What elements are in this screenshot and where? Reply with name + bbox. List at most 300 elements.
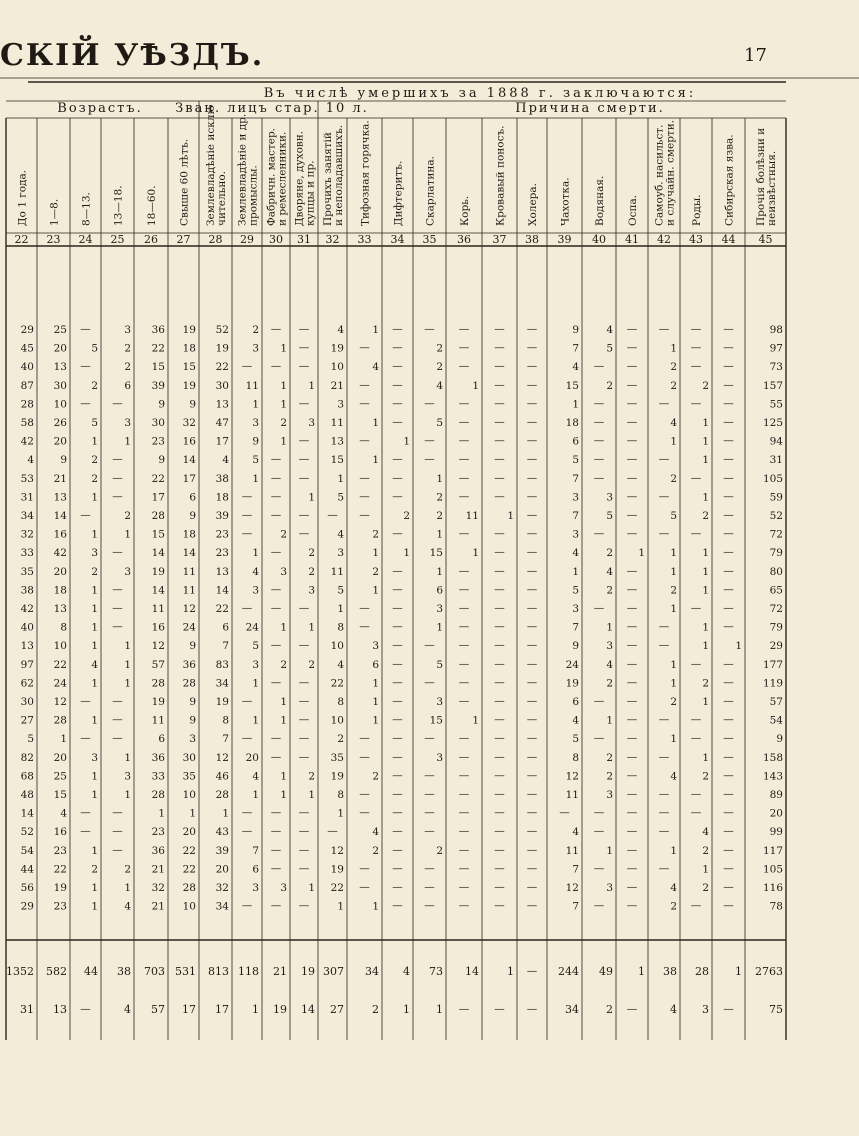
cell-dash: — — [392, 713, 403, 726]
cell-value: 16 — [53, 826, 67, 839]
cell-dash: — — [494, 416, 505, 428]
cell-value: 5 — [252, 454, 259, 467]
cell-dash: — — [298, 732, 310, 745]
cell-dash: — — [270, 843, 282, 856]
cell-value: 1 — [91, 603, 98, 615]
column-header-45-line2: неизвѣстныя. — [766, 150, 778, 226]
cell-value: 16 — [182, 435, 196, 448]
cell-value: 30 — [53, 379, 67, 392]
cell-dash: — — [298, 341, 310, 354]
cell-dash: — — [626, 602, 638, 614]
cell-dash: — — [494, 769, 505, 782]
cell-dash: — — [593, 602, 605, 614]
cell-value: 78 — [769, 900, 783, 913]
cell-value: 1 — [91, 714, 98, 727]
cell-value: 3 — [436, 751, 443, 764]
cell-value: 57 — [151, 658, 165, 671]
cell-dash: — — [658, 750, 670, 763]
cell-value: 40 — [20, 621, 34, 634]
cell-dash: — — [298, 676, 310, 689]
cell-value: 1 — [91, 844, 98, 857]
cell-dash: — — [626, 843, 638, 856]
cell-value: 5 — [572, 733, 579, 746]
cell-dash: — — [723, 397, 734, 410]
cell-dash: — — [359, 788, 370, 800]
column-number-35: 35 — [422, 233, 437, 246]
cell-value: 2 — [670, 379, 677, 392]
cell-value: 11 — [330, 565, 344, 578]
cell-value: 10 — [182, 789, 196, 801]
cell-dash: — — [80, 509, 91, 521]
cell-value: 5 — [91, 342, 98, 355]
cell-dash: — — [526, 602, 538, 614]
cell-value: 157 — [762, 379, 783, 392]
cell-value: 3 — [308, 584, 315, 597]
cell-dash: — — [424, 639, 435, 652]
cell-value: 3 — [337, 398, 344, 411]
column-number-33: 33 — [357, 233, 372, 246]
cell-value: 21 — [330, 379, 344, 392]
cell-dash: — — [112, 602, 123, 614]
cell-dash: — — [626, 639, 638, 652]
cell-dash: — — [112, 695, 123, 707]
cell-dash: — — [458, 341, 470, 354]
cell-value: 143 — [762, 770, 783, 783]
cell-value: 23 — [151, 826, 165, 839]
cell-dash: — — [80, 323, 91, 335]
cell-value: 20 — [215, 863, 229, 876]
cell-value: 17 — [215, 435, 229, 448]
cell-dash: — — [298, 527, 310, 540]
cell-value: 22 — [182, 863, 196, 876]
cell-dash: — — [723, 620, 734, 633]
cell-value: 1 — [337, 807, 344, 820]
cell-value: 28 — [151, 677, 165, 690]
cell-value: 5 — [337, 584, 344, 597]
cell-value: 1 — [252, 789, 259, 801]
cell-dash: — — [723, 713, 734, 726]
cell-dash: — — [690, 527, 702, 540]
cell-value: 2 — [702, 379, 709, 392]
cell-value: 1 — [91, 789, 98, 801]
cell-value: 1 — [337, 603, 344, 615]
cell-value: 2 — [308, 547, 315, 560]
cell-value: 1 — [436, 472, 443, 485]
column-number-29: 29 — [240, 233, 254, 246]
cell-value: 2 — [670, 361, 677, 374]
cell-dash: — — [526, 360, 538, 373]
cell-dash: — — [494, 843, 505, 856]
cell-value: 8 — [60, 621, 67, 634]
cell-value: 34 — [215, 677, 229, 690]
cell-value: 2 — [124, 510, 131, 522]
cell-value: 1 — [436, 565, 443, 578]
cell-value: 20 — [182, 826, 196, 839]
cell-dash: — — [494, 397, 505, 410]
cell-dash: — — [658, 527, 670, 540]
cell-dash: — — [626, 509, 638, 521]
cell-dash: — — [658, 806, 670, 819]
column-number-40: 40 — [592, 233, 606, 246]
cell-dash: — — [327, 825, 338, 838]
cell-dash: — — [112, 620, 123, 633]
cell-value: 4 — [91, 658, 98, 671]
cell-dash: — — [494, 360, 505, 373]
column-header-33: Тифозная горячка. — [359, 120, 372, 226]
total-value: 14 — [465, 965, 479, 978]
cell-value: 14 — [151, 547, 165, 560]
column-number-24: 24 — [78, 233, 93, 246]
cell-value: 11 — [465, 510, 479, 522]
cell-dash: — — [458, 806, 470, 819]
cell-dash: — — [626, 657, 638, 670]
cell-value: 1 — [472, 379, 479, 392]
total-value: 19 — [301, 965, 315, 978]
cell-value: 1 — [280, 435, 287, 448]
total-value: 34 — [565, 1003, 579, 1016]
cell-value: 7 — [222, 640, 229, 653]
cell-value: 1 — [403, 547, 410, 560]
cell-value: 3 — [189, 733, 196, 746]
total-dash: — — [723, 1003, 734, 1015]
cell-value: 2 — [606, 751, 613, 764]
cell-dash: — — [270, 490, 282, 503]
cell-dash: — — [723, 471, 734, 484]
cell-dash: — — [526, 881, 538, 893]
cell-value: 3 — [606, 640, 613, 653]
cell-dash: — — [723, 602, 734, 614]
cell-dash: — — [458, 620, 470, 633]
cell-value: 42 — [20, 603, 34, 615]
cell-value: 3 — [280, 882, 287, 894]
cell-dash: — — [241, 527, 253, 540]
cell-dash: — — [593, 732, 605, 745]
cell-value: 36 — [151, 751, 165, 764]
cell-value: 13 — [330, 435, 344, 448]
page-number: 17 — [744, 45, 767, 66]
cell-value: 105 — [762, 863, 783, 876]
cell-dash: — — [458, 416, 470, 428]
cell-value: 2 — [308, 565, 315, 578]
cell-dash: — — [723, 341, 734, 354]
cell-dash: — — [593, 434, 605, 447]
cell-value: 14 — [215, 584, 229, 597]
column-header-31-line2: купцы и пр. — [304, 160, 317, 226]
cell-value: 24 — [182, 621, 196, 634]
cell-value: 22 — [215, 361, 229, 374]
cell-dash: — — [80, 397, 91, 410]
cell-dash: — — [626, 825, 638, 838]
cell-value: 4 — [436, 379, 443, 392]
column-number-42: 42 — [657, 233, 671, 246]
cell-value: 20 — [53, 342, 67, 355]
total-value: 3 — [702, 1003, 709, 1016]
total-value: 4 — [403, 965, 410, 978]
cell-value: 2 — [308, 770, 315, 783]
cell-dash: — — [593, 899, 605, 912]
cell-value: 34 — [20, 510, 34, 522]
cell-value: 65 — [769, 584, 783, 597]
cell-dash: — — [626, 713, 638, 726]
cell-value: 48 — [20, 789, 34, 801]
cell-dash: — — [298, 453, 310, 466]
cell-dash: — — [494, 806, 505, 819]
cell-value: 2 — [702, 882, 709, 894]
cell-value: 12 — [215, 751, 229, 764]
cell-dash: — — [112, 490, 123, 503]
cell-value: 47 — [215, 417, 229, 429]
cell-value: 1 — [91, 640, 98, 653]
cell-value: 2 — [606, 379, 613, 392]
cell-value: 24 — [53, 677, 67, 690]
cell-dash: — — [298, 639, 310, 652]
cell-value: 19 — [565, 677, 579, 690]
total-value: 1 — [403, 1003, 410, 1016]
cell-dash: — — [458, 843, 470, 856]
cell-value: 1 — [124, 640, 131, 653]
cell-value: 21 — [151, 863, 165, 876]
cell-value: 6 — [572, 435, 579, 448]
cell-value: 23 — [151, 435, 165, 448]
cell-value: 11 — [565, 789, 579, 801]
cell-value: 97 — [20, 658, 34, 671]
cell-value: 26 — [53, 417, 67, 429]
cell-value: 7 — [572, 900, 579, 913]
cell-dash: — — [424, 434, 435, 447]
cell-value: 20 — [53, 435, 67, 448]
cell-dash: — — [690, 360, 702, 373]
supertitle: Въ числѣ умершихъ за 1888 г. заключаются: — [263, 86, 697, 101]
cell-value: 19 — [151, 565, 165, 578]
cell-value: 3 — [91, 751, 98, 764]
cell-value: 1 — [252, 398, 259, 411]
cell-value: 8 — [572, 751, 579, 764]
cell-value: 6 — [436, 584, 443, 597]
cell-value: 158 — [762, 751, 783, 764]
cell-dash: — — [359, 881, 370, 893]
cell-dash: — — [112, 453, 123, 466]
cell-value: 1 — [702, 584, 709, 597]
total-value: 244 — [558, 965, 579, 978]
cell-dash: — — [494, 453, 505, 466]
cell-dash: — — [392, 899, 403, 912]
cell-value: 7 — [572, 342, 579, 355]
column-header-31-line1: Дворяне, духовн. — [293, 130, 306, 226]
cell-value: 25 — [53, 324, 67, 336]
cell-value: 2 — [403, 510, 410, 522]
cell-value: 1 — [670, 844, 677, 857]
total-value: 75 — [769, 1003, 783, 1016]
cell-dash: — — [526, 862, 538, 875]
cell-value: 11 — [182, 584, 196, 597]
total-value: 19 — [273, 1003, 287, 1016]
cell-value: 20 — [53, 751, 67, 764]
cell-value: 7 — [572, 863, 579, 876]
cell-dash: — — [424, 453, 435, 466]
cell-dash: — — [359, 750, 370, 763]
cell-value: 2 — [606, 584, 613, 597]
cell-value: 36 — [182, 658, 196, 671]
cell-value: 19 — [330, 863, 344, 876]
cell-value: 36 — [151, 844, 165, 857]
cell-value: 1 — [702, 696, 709, 708]
total-value: 4 — [670, 1003, 677, 1016]
total-dash: — — [626, 1003, 638, 1015]
cell-value: 2 — [337, 733, 344, 746]
cell-dash: — — [241, 732, 253, 745]
cell-dash: — — [526, 490, 538, 503]
cell-value: 2 — [124, 361, 131, 374]
cell-value: 72 — [769, 528, 783, 541]
cell-dash: — — [494, 602, 505, 614]
cell-value: 1 — [606, 621, 613, 634]
cell-value: 32 — [20, 528, 34, 541]
cell-value: 13 — [53, 603, 67, 615]
cell-value: 9 — [158, 454, 165, 467]
cell-value: 80 — [769, 565, 783, 578]
cell-value: 57 — [769, 696, 783, 708]
total-value: 1 — [252, 1003, 259, 1016]
cell-dash: — — [458, 881, 470, 893]
column-header-35: Скарлатина. — [424, 156, 437, 226]
cell-dash: — — [458, 453, 470, 466]
cell-value: 5 — [436, 658, 443, 671]
cell-value: 2 — [436, 510, 443, 522]
cell-value: 27 — [20, 714, 34, 727]
cell-value: 3 — [436, 603, 443, 615]
column-header-38: Холера. — [527, 183, 539, 226]
cell-value: 1 — [670, 435, 677, 448]
cell-value: 1 — [124, 658, 131, 671]
cell-value: 2 — [670, 472, 677, 485]
cell-value: 7 — [572, 510, 579, 522]
cell-dash: — — [526, 471, 538, 484]
cell-dash: — — [392, 788, 403, 800]
cell-dash: — — [392, 750, 403, 763]
cell-dash: — — [658, 713, 670, 726]
cell-dash: — — [458, 583, 470, 596]
column-header-29-line2: промыслы. — [247, 165, 260, 226]
cell-value: 1 — [436, 528, 443, 541]
cell-dash: — — [494, 323, 505, 335]
cell-dash: — — [270, 899, 282, 912]
cell-dash: — — [526, 434, 538, 447]
cell-value: 33 — [151, 770, 165, 783]
cell-dash: — — [494, 378, 505, 391]
cell-value: 1 — [702, 417, 709, 429]
cell-value: 4 — [252, 565, 259, 578]
cell-dash: — — [658, 825, 670, 838]
cell-value: 1 — [606, 714, 613, 727]
cell-dash: — — [458, 788, 470, 800]
cell-dash: — — [658, 490, 670, 503]
cell-value: 7 — [222, 733, 229, 746]
column-header-30-line1: Фабричн. мастер. — [265, 127, 278, 226]
cell-value: 3 — [252, 417, 259, 429]
cell-dash: — — [626, 416, 638, 428]
column-number-22: 22 — [14, 233, 29, 246]
cell-value: 9 — [189, 696, 196, 708]
cell-dash: — — [526, 546, 538, 559]
cell-value: 5 — [91, 417, 98, 429]
cell-value: 11 — [565, 844, 579, 857]
cell-value: 36 — [151, 324, 165, 336]
cell-dash: — — [298, 862, 310, 875]
cell-value: 22 — [330, 677, 344, 690]
cell-value: 5 — [252, 640, 259, 653]
cell-dash: — — [241, 602, 253, 614]
cell-dash: — — [270, 639, 282, 652]
column-header-44: Сибирская язва. — [723, 134, 736, 226]
cell-value: 9 — [189, 640, 196, 653]
column-number-36: 36 — [457, 233, 471, 246]
cell-value: 62 — [20, 677, 34, 690]
cell-value: 2 — [702, 677, 709, 690]
cell-value: 15 — [182, 361, 196, 374]
cell-dash: — — [80, 806, 91, 819]
cell-value: 24 — [565, 658, 579, 671]
cell-value: 4 — [27, 454, 34, 467]
cell-value: 98 — [769, 324, 783, 336]
cell-dash: — — [392, 490, 403, 503]
cell-dash: — — [270, 546, 282, 559]
cell-value: 29 — [20, 900, 34, 913]
cell-value: 23 — [215, 547, 229, 560]
cell-dash: — — [526, 713, 538, 726]
cell-value: 9 — [776, 733, 783, 746]
cell-dash: — — [298, 899, 310, 912]
cell-value: 4 — [670, 770, 677, 783]
total-value: 31 — [20, 1003, 34, 1016]
column-number-25: 25 — [110, 233, 125, 246]
cell-value: 119 — [762, 677, 783, 690]
cell-dash: — — [298, 695, 310, 707]
total-value: 2 — [372, 1003, 379, 1016]
cell-dash: — — [526, 806, 538, 819]
cell-value: 15 — [53, 789, 67, 801]
cell-dash: — — [359, 378, 370, 391]
cell-value: 19 — [182, 379, 196, 392]
cell-value: 44 — [20, 863, 34, 876]
cell-value: 7 — [572, 472, 579, 485]
cell-value: 18 — [182, 342, 196, 355]
cell-value: 1 — [670, 677, 677, 690]
cell-dash: — — [723, 564, 734, 577]
cell-dash: — — [526, 564, 538, 577]
cell-dash: — — [392, 397, 403, 410]
column-header-39: Чахотка. — [559, 177, 572, 226]
cell-dash: — — [723, 453, 734, 466]
cell-dash: — — [494, 899, 505, 912]
cell-value: 10 — [330, 714, 344, 727]
cell-value: 4 — [372, 826, 379, 839]
cell-value: 9 — [572, 324, 579, 336]
cell-value: 2 — [670, 900, 677, 913]
cell-value: 34 — [215, 900, 229, 913]
cell-dash: — — [626, 676, 638, 689]
cell-dash: — — [526, 620, 538, 633]
cell-dash: — — [526, 527, 538, 540]
cell-value: 94 — [769, 435, 783, 448]
column-number-43: 43 — [689, 233, 703, 246]
cell-dash: — — [270, 862, 282, 875]
cell-value: 2 — [280, 658, 287, 671]
cell-dash: — — [359, 341, 370, 354]
total-value: 17 — [215, 1003, 229, 1016]
column-number-31: 31 — [297, 233, 311, 246]
total-dash: — — [494, 1003, 505, 1015]
cell-value: 19 — [330, 342, 344, 355]
